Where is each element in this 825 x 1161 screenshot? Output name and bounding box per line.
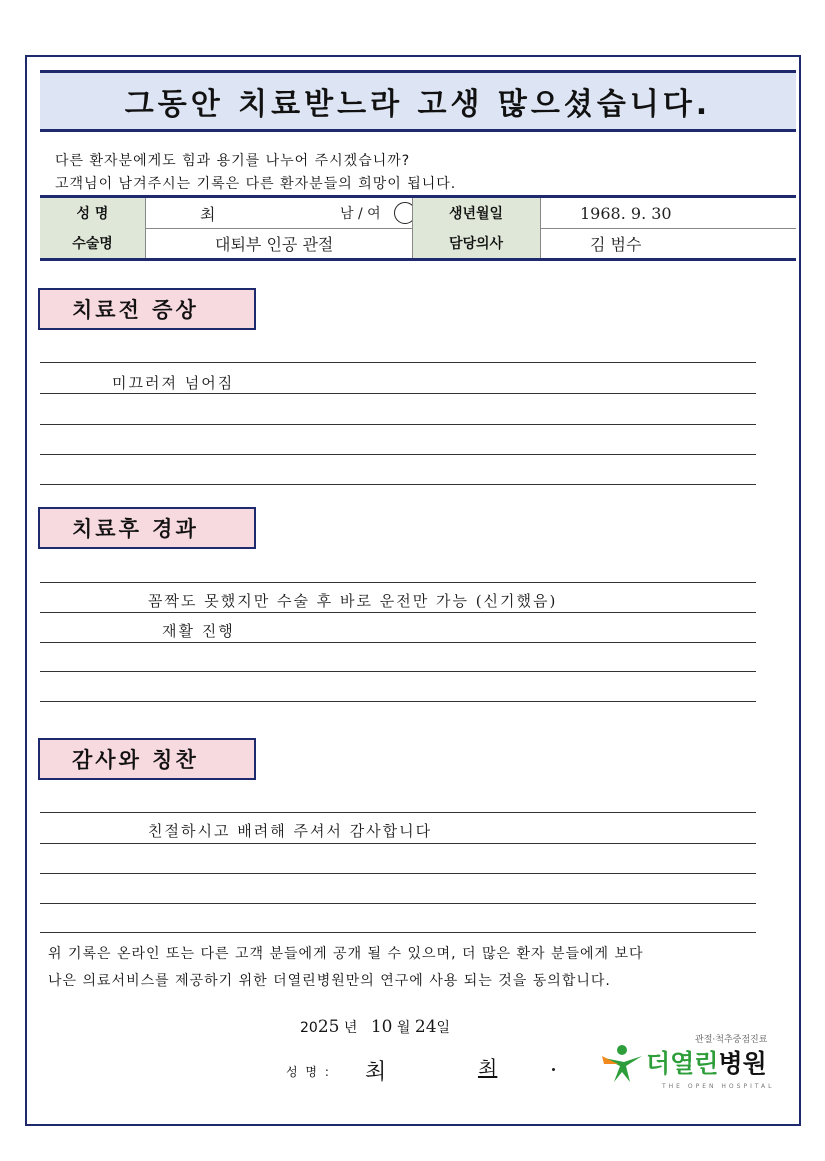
dob-label: 생년월일 — [412, 198, 540, 228]
form-title: 그동안 치료받느라 고생 많으셨습니다. — [124, 87, 712, 122]
consent-line-1: 위 기록은 온라인 또는 다른 고객 분들에게 공개 될 수 있으며, 더 많은 환자 분들에게 보다 — [48, 946, 644, 962]
after-text-line-1: 꼼짝도 못했지만 수술 후 바로 운전만 가능 (신기했음) — [148, 592, 558, 610]
consent-line-2: 나은 의료서비스를 제공하기 위한 더열린병원만의 연구에 사용 되는 것을 동의합니다. — [48, 973, 611, 989]
thanks-text-line-1: 친절하시고 배려해 주셔서 감사합니다 — [148, 822, 433, 840]
writing-line — [40, 932, 756, 933]
date-year-prefix: 20 — [300, 1020, 318, 1036]
patient-info-table — [40, 195, 796, 261]
writing-line — [40, 454, 756, 455]
before-text-line-1: 미끄러져 넘어짐 — [112, 374, 235, 392]
signature-label: 성 명 : — [286, 1065, 331, 1079]
writing-line — [40, 903, 756, 904]
logo-name — [646, 1044, 767, 1080]
date-day-suffix: 일 — [436, 1020, 451, 1036]
writing-line — [40, 701, 756, 702]
writing-line — [40, 642, 756, 643]
writing-line — [40, 671, 756, 672]
signature-date — [300, 1017, 450, 1037]
signature-name: 최 — [365, 1060, 387, 1085]
logo-name-green: 더열린 — [646, 1049, 719, 1078]
section-thanks-title: 감사와 칭찬 — [38, 738, 256, 780]
logo-english: THE OPEN HOSPITAL — [662, 1083, 775, 1090]
logo-person-icon — [600, 1042, 644, 1086]
gender-options-text: 남 / 여 — [340, 206, 381, 222]
writing-line — [40, 484, 756, 485]
intro-line-2: 고객님이 남겨주시는 기록은 다른 환자분들의 희망이 됩니다. — [55, 176, 457, 192]
doctor-label: 담당의사 — [412, 228, 540, 258]
section-before-title: 치료전 증상 — [38, 288, 256, 330]
name-value: 최 — [200, 204, 216, 224]
info-row-2 — [40, 228, 796, 258]
date-day: 24 — [414, 1017, 437, 1037]
signature-dot — [552, 1068, 555, 1071]
date-year-suffix: 년 — [343, 1020, 358, 1036]
writing-line — [40, 362, 756, 363]
form-title-bar — [40, 70, 796, 132]
logo-subtitle: 관절·척추중점진료 — [695, 1035, 768, 1045]
divider — [145, 198, 146, 258]
logo-name-black: 병원 — [718, 1049, 767, 1078]
writing-line — [40, 393, 756, 394]
hospital-logo — [600, 1032, 790, 1102]
after-text-line-2: 재활 진행 — [162, 622, 235, 640]
date-month-suffix: 월 — [396, 1020, 411, 1036]
writing-line — [40, 843, 756, 844]
date-year-hand: 25 — [317, 1017, 340, 1037]
writing-line — [40, 873, 756, 874]
surgery-value: 대퇴부 인공 관절 — [215, 234, 334, 254]
writing-line — [40, 424, 756, 425]
divider — [412, 198, 413, 258]
writing-line — [40, 582, 756, 583]
writing-line — [40, 612, 756, 613]
writing-line — [40, 812, 756, 813]
surgery-label: 수술명 — [40, 228, 145, 258]
section-after-title: 치료후 경과 — [38, 507, 256, 549]
dob-value: 1968. 9. 30 — [580, 203, 672, 223]
signature-mark: 최 — [478, 1056, 498, 1080]
intro-line-1: 다른 환자분에게도 힘과 용기를 나누어 주시겠습니까? — [55, 153, 411, 169]
date-month: 10 — [370, 1017, 393, 1037]
info-row-1 — [40, 198, 796, 229]
doctor-value: 김 범수 — [590, 234, 642, 254]
name-label: 성 명 — [40, 198, 145, 228]
divider — [540, 198, 541, 258]
